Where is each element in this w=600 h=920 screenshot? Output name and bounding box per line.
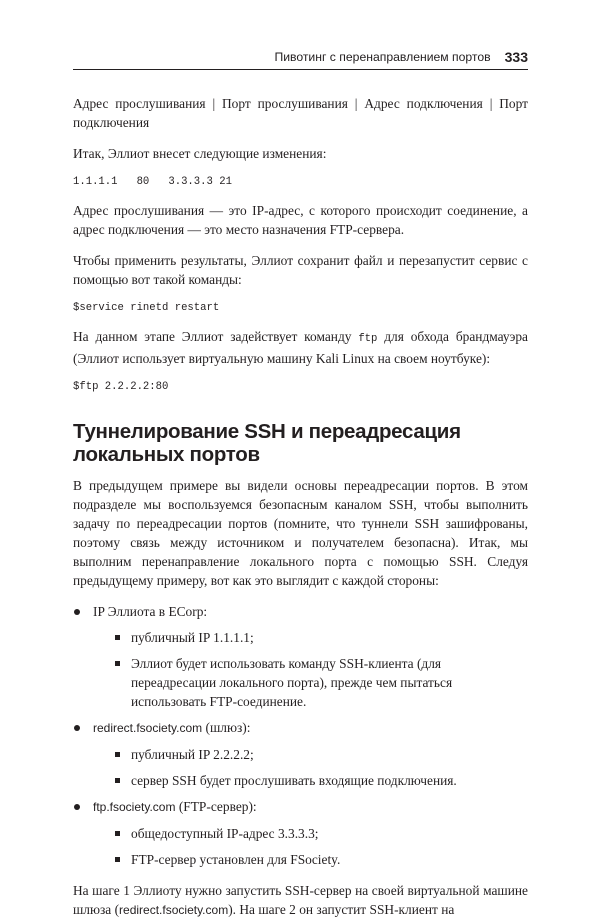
- code-block-rinetd-config: 1.1.1.1 80 3.3.3.3 21: [73, 176, 232, 188]
- paragraph-ssh-tunneling: В предыдущем примере вы видели основы переадресации портов. В этом подразделе мы воспользуемся безопасным каналом SSH, чтобы выполнить задачу по переадресации портов (помните, что туннели SSH зашифрованы, поэтому связь между источником и получателем безопасна). Итак, мы выполним перенаправление локального порта с помощью SSH. Следуя предыдущему примеру, вот как это выглядит с каждой стороны:: [73, 478, 528, 588]
- running-header: [73, 47, 528, 70]
- sub-list-item: публичный IP 2.2.2.2;: [93, 745, 528, 764]
- bullet-icon: [74, 609, 80, 615]
- list-item: redirect.fsociety.com (шлюз): публичный IP 2.2.2.2; сервер SSH будет прослушивать входящие подключения.: [73, 718, 528, 790]
- code-block-restart: $service rinetd restart: [73, 302, 220, 314]
- square-bullet-icon: [115, 831, 120, 836]
- square-bullet-icon: [115, 661, 120, 666]
- chapter-title: Пивотинг с перенаправлением портов: [274, 50, 491, 64]
- page-content: [73, 94, 528, 920]
- square-bullet-icon: [115, 635, 120, 640]
- paragraph-restart-service: Чтобы применить результаты, Эллиот сохранит файл и перезапустит сервис с помощью вот такой команды:: [73, 253, 528, 287]
- bullet-icon: [74, 725, 80, 731]
- sub-list-item: сервер SSH будет прослушивать входящие подключения.: [93, 771, 528, 790]
- list-item: ftp.fsociety.com (FTP-сервер): общедоступный IP-адрес 3.3.3.3; FTP-сервер установлен для FSociety.: [73, 797, 528, 869]
- section-heading: Туннелирование SSH и переадресация локальных портов: [73, 420, 461, 466]
- square-bullet-icon: [115, 752, 120, 757]
- sub-list-item: FTP-сервер установлен для FSociety.: [93, 850, 528, 869]
- sub-list-item: общедоступный IP-адрес 3.3.3.3;: [93, 824, 528, 843]
- hostname-redirect-inline: redirect.fsociety.com: [119, 903, 229, 917]
- paragraph-steps: На шаге 1 Эллиоту нужно запустить SSH-сервер на своей виртуальной машине шлюза (redirect.fsociety.com). На шаге 2 он запустит SSH-клиент на: [73, 883, 528, 917]
- hosts-list: [73, 602, 528, 869]
- bullet-icon: [74, 804, 80, 810]
- sub-list-item: публичный IP 1.1.1.1;: [93, 628, 528, 647]
- paragraph-ftp-command: На данном этапе Эллиот задействует команду ftp для обхода брандмауэра (Эллиот использует виртуальную машину Kali Linux на своем ноутбуке):: [73, 329, 528, 366]
- sub-list-item: Эллиот будет использовать команду SSH-клиента (для переадресации локального порта), прежде чем пытаться использовать FTP-соединение.: [93, 654, 528, 711]
- hostname-ftp: ftp.fsociety.com: [93, 800, 176, 814]
- code-block-ftp: $ftp 2.2.2.2:80: [73, 381, 169, 393]
- paragraph-config-format: Адрес прослушивания | Порт прослушивания | Адрес подключения | Порт подключения: [73, 96, 528, 130]
- square-bullet-icon: [115, 857, 120, 862]
- paragraph-intro-changes: Итак, Эллиот внесет следующие изменения:: [73, 146, 327, 161]
- list-item: IP Эллиота в ECorp: публичный IP 1.1.1.1; Эллиот будет использовать команду SSH-клиента (для переадресации локального порта), прежде чем пытаться использовать FTP-соединение.: [73, 602, 528, 711]
- square-bullet-icon: [115, 778, 120, 783]
- hostname-redirect: redirect.fsociety.com: [93, 721, 203, 735]
- inline-code-ftp: ftp: [358, 333, 378, 345]
- paragraph-address-explanation: Адрес прослушивания — это IP-адрес, с которого происходит соединение, а адрес подключения — это место назначения FTP-сервера.: [73, 203, 528, 237]
- page-number: 333: [504, 49, 528, 65]
